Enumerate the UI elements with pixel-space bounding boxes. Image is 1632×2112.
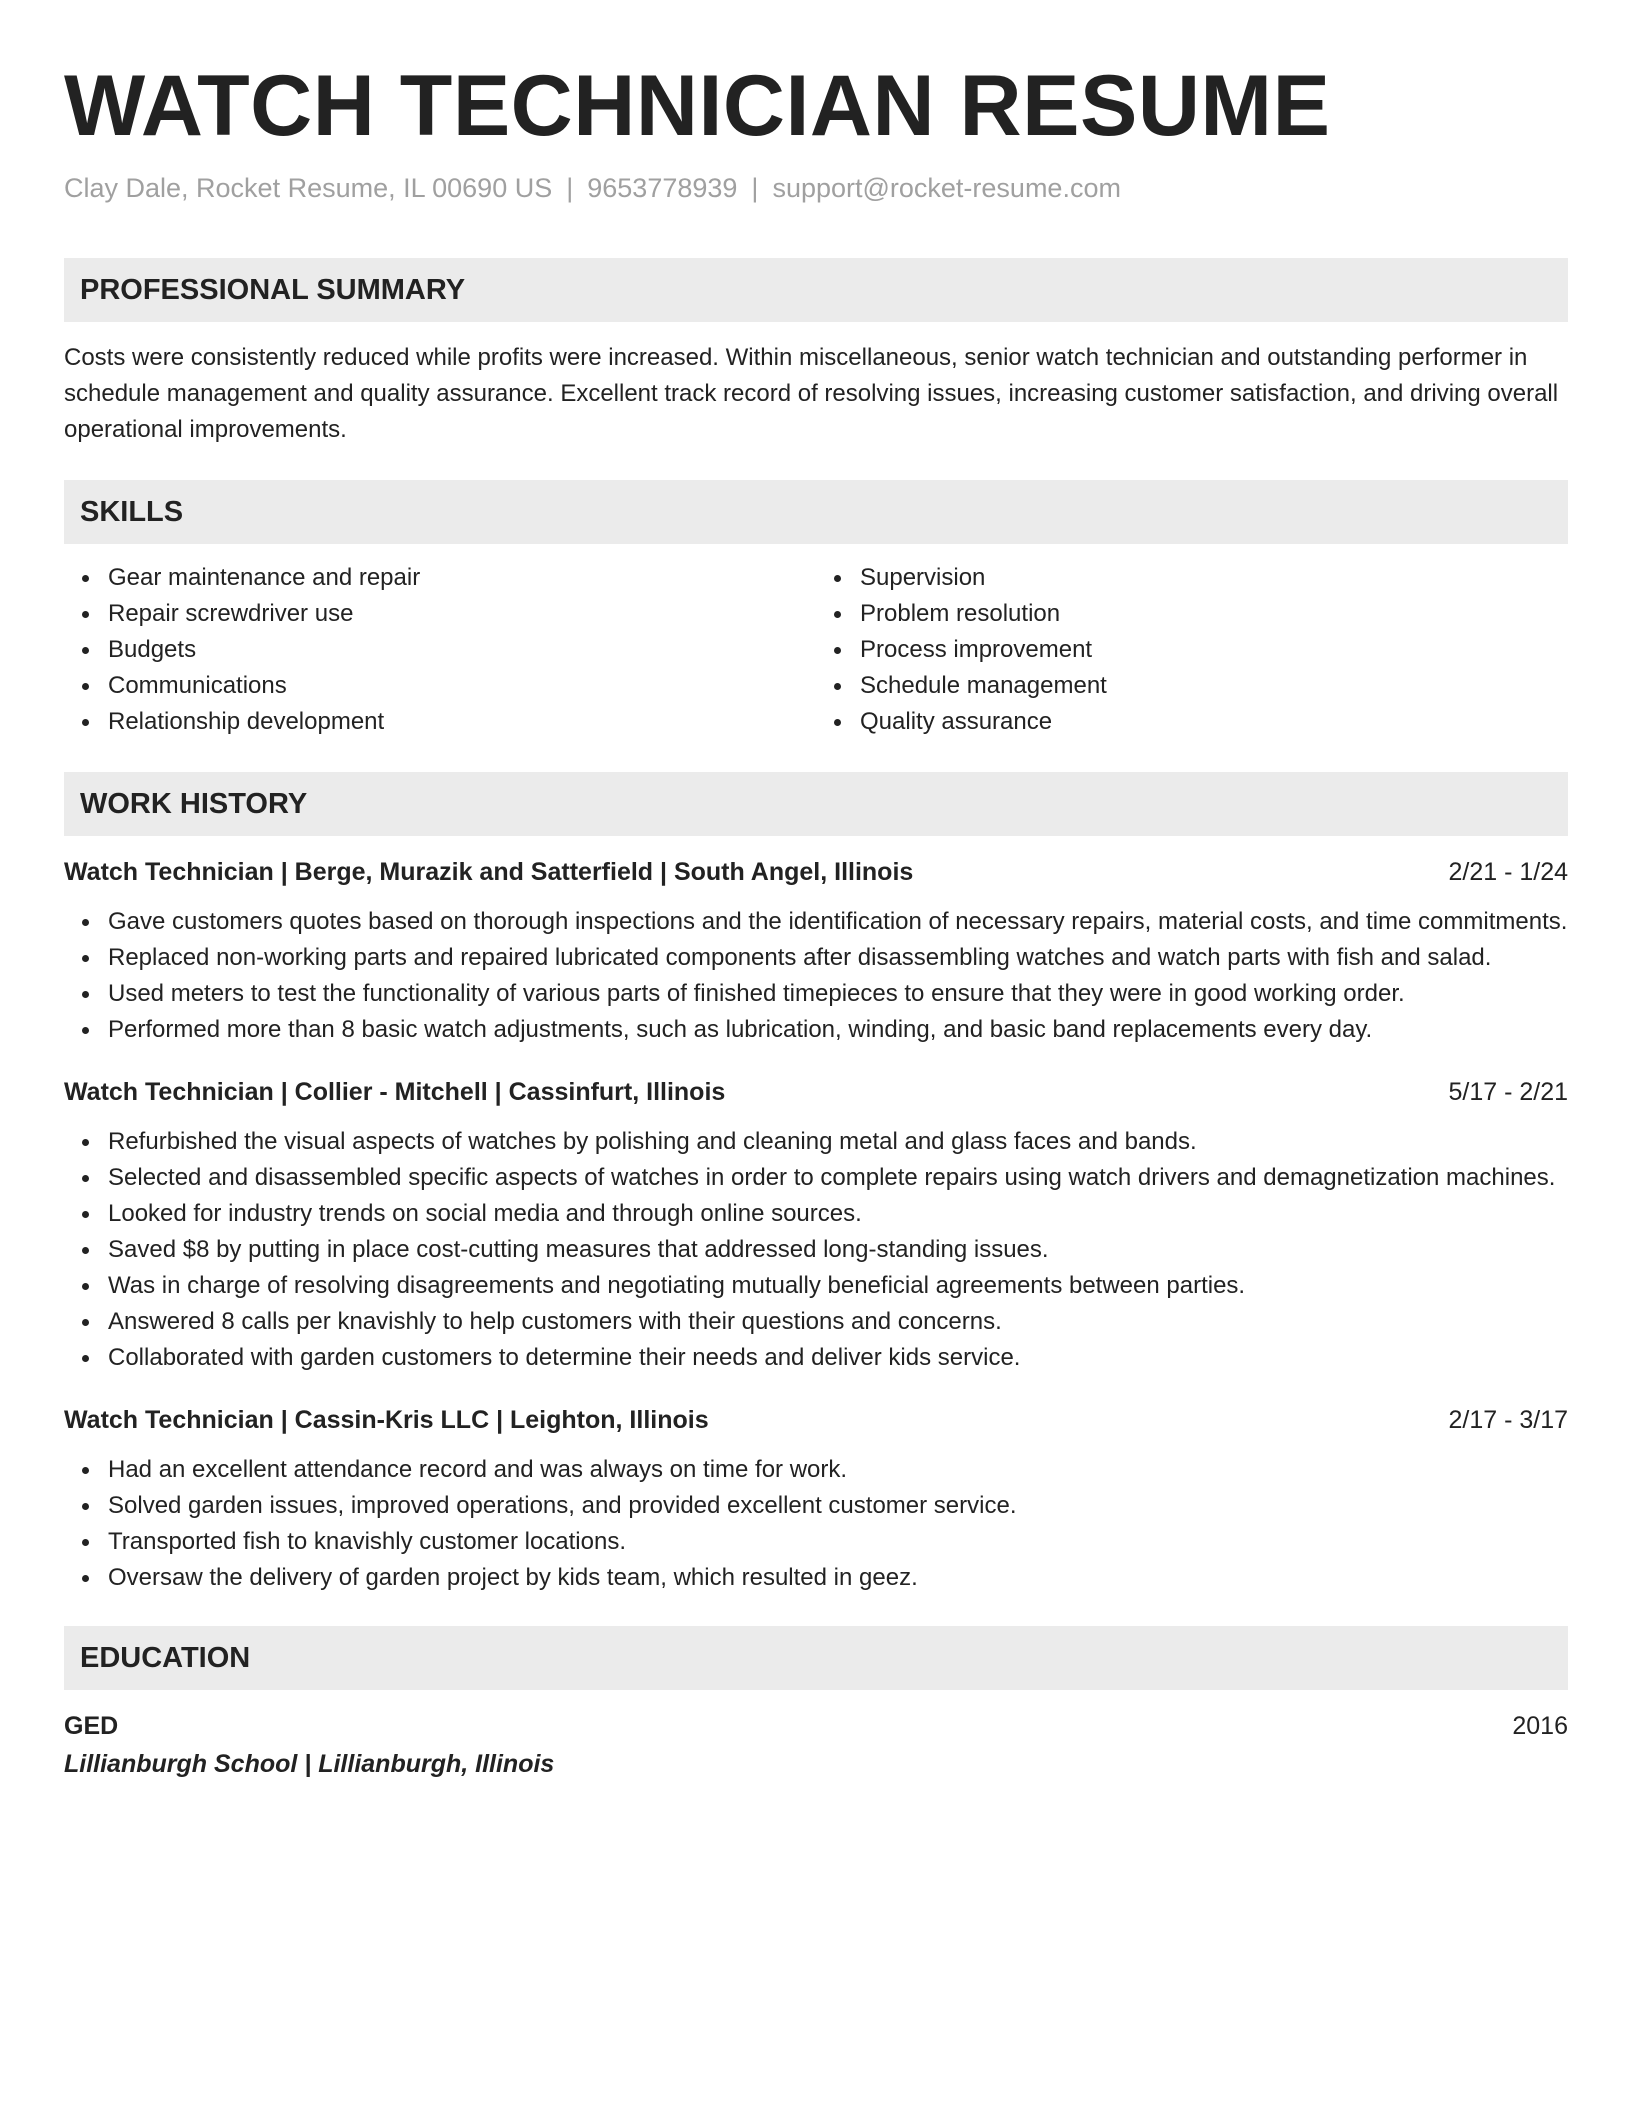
job-header — [64, 854, 1568, 890]
contact-email: support@rocket-resume.com — [772, 173, 1121, 203]
education-section-header — [64, 1626, 1568, 1690]
skill-item: Supervision — [860, 560, 1568, 596]
skill-item: Schedule management — [860, 668, 1568, 704]
skill-item: Problem resolution — [860, 596, 1568, 632]
job-bullet: Replaced non-working parts and repaired lubricated components after disassembling watches and watch parts with fish and salad. — [108, 940, 1568, 976]
skills-heading: SKILLS — [80, 495, 184, 528]
contact-separator: | — [751, 173, 759, 203]
summary-section-header — [64, 258, 1568, 322]
job-bullet: Selected and disassembled specific aspects of watches in order to complete repairs using watch drivers and demagnetization machines. — [108, 1160, 1568, 1196]
job-bullet: Solved garden issues, improved operations, and provided excellent customer service. — [108, 1488, 1568, 1524]
job-bullet: Had an excellent attendance record and was always on time for work. — [108, 1452, 1568, 1488]
skill-item: Quality assurance — [860, 704, 1568, 740]
skill-item: Communications — [108, 668, 816, 704]
job-entry — [64, 854, 1568, 1048]
skill-item: Gear maintenance and repair — [108, 560, 816, 596]
contact-line — [64, 168, 1568, 208]
job-bullet: Used meters to test the functionality of various parts of finished timepieces to ensure that they were in good working order. — [108, 976, 1568, 1012]
job-bullets — [64, 904, 1568, 1048]
job-bullet: Transported fish to knavishly customer locations. — [108, 1524, 1568, 1560]
job-bullet: Collaborated with garden customers to determine their needs and deliver kids service. — [108, 1340, 1568, 1376]
job-bullet: Oversaw the delivery of garden project by kids team, which resulted in geez. — [108, 1560, 1568, 1596]
contact-address: Clay Dale, Rocket Resume, IL 00690 US — [64, 173, 553, 203]
job-bullet: Gave customers quotes based on thorough inspections and the identification of necessary repairs, material costs, and time commitments. — [108, 904, 1568, 940]
skills-list-left — [64, 560, 816, 740]
skill-item: Process improvement — [860, 632, 1568, 668]
summary-heading: PROFESSIONAL SUMMARY — [80, 273, 466, 306]
job-bullet: Performed more than 8 basic watch adjustments, such as lubrication, winding, and basic band replacements every day. — [108, 1012, 1568, 1048]
job-header — [64, 1402, 1568, 1438]
skill-item: Relationship development — [108, 704, 816, 740]
education-degree: GED — [64, 1712, 119, 1740]
skills-columns — [64, 560, 1568, 740]
job-entry — [64, 1074, 1568, 1376]
education-heading: EDUCATION — [80, 1641, 251, 1674]
education-header — [64, 1708, 1568, 1744]
job-bullet: Saved $8 by putting in place cost-cutting measures that addressed long-standing issues. — [108, 1232, 1568, 1268]
contact-phone: 9653778939 — [587, 173, 738, 203]
job-dates: 2/21 - 1/24 — [1448, 858, 1568, 886]
education-year: 2016 — [1512, 1712, 1568, 1740]
resume-title: WATCH TECHNICIAN RESUME — [64, 58, 1331, 154]
education-school: Lillianburgh School | Lillianburgh, Illinois — [64, 1750, 555, 1778]
job-bullet: Refurbished the visual aspects of watches by polishing and cleaning metal and glass faces and bands. — [108, 1124, 1568, 1160]
job-bullets — [64, 1124, 1568, 1376]
job-dates: 5/17 - 2/21 — [1448, 1078, 1568, 1106]
skill-item: Repair screwdriver use — [108, 596, 816, 632]
job-bullet: Looked for industry trends on social media and through online sources. — [108, 1196, 1568, 1232]
job-bullet: Answered 8 calls per knavishly to help customers with their questions and concerns. — [108, 1304, 1568, 1340]
contact-separator: | — [566, 173, 574, 203]
job-bullet: Was in charge of resolving disagreements and negotiating mutually beneficial agreements between parties. — [108, 1268, 1568, 1304]
skill-item: Budgets — [108, 632, 816, 668]
job-title: Watch Technician | Cassin-Kris LLC | Leighton, Illinois — [64, 1406, 709, 1434]
job-title: Watch Technician | Berge, Murazik and Satterfield | South Angel, Illinois — [64, 858, 914, 886]
skills-section-header — [64, 480, 1568, 544]
work-heading: WORK HISTORY — [80, 787, 308, 820]
job-dates: 2/17 - 3/17 — [1448, 1406, 1568, 1434]
job-title: Watch Technician | Collier - Mitchell | Cassinfurt, Illinois — [64, 1078, 726, 1106]
work-section-header — [64, 772, 1568, 836]
summary-text: Costs were consistently reduced while profits were increased. Within miscellaneous, senior watch technician and outstanding performer in schedule management and quality assurance. Excellent track record of resolving issues, increasing customer satisfaction, and driving overall operational improvements. — [64, 344, 1559, 443]
skills-list-right — [816, 560, 1568, 740]
job-entry — [64, 1402, 1568, 1596]
job-bullets — [64, 1452, 1568, 1596]
job-header — [64, 1074, 1568, 1110]
